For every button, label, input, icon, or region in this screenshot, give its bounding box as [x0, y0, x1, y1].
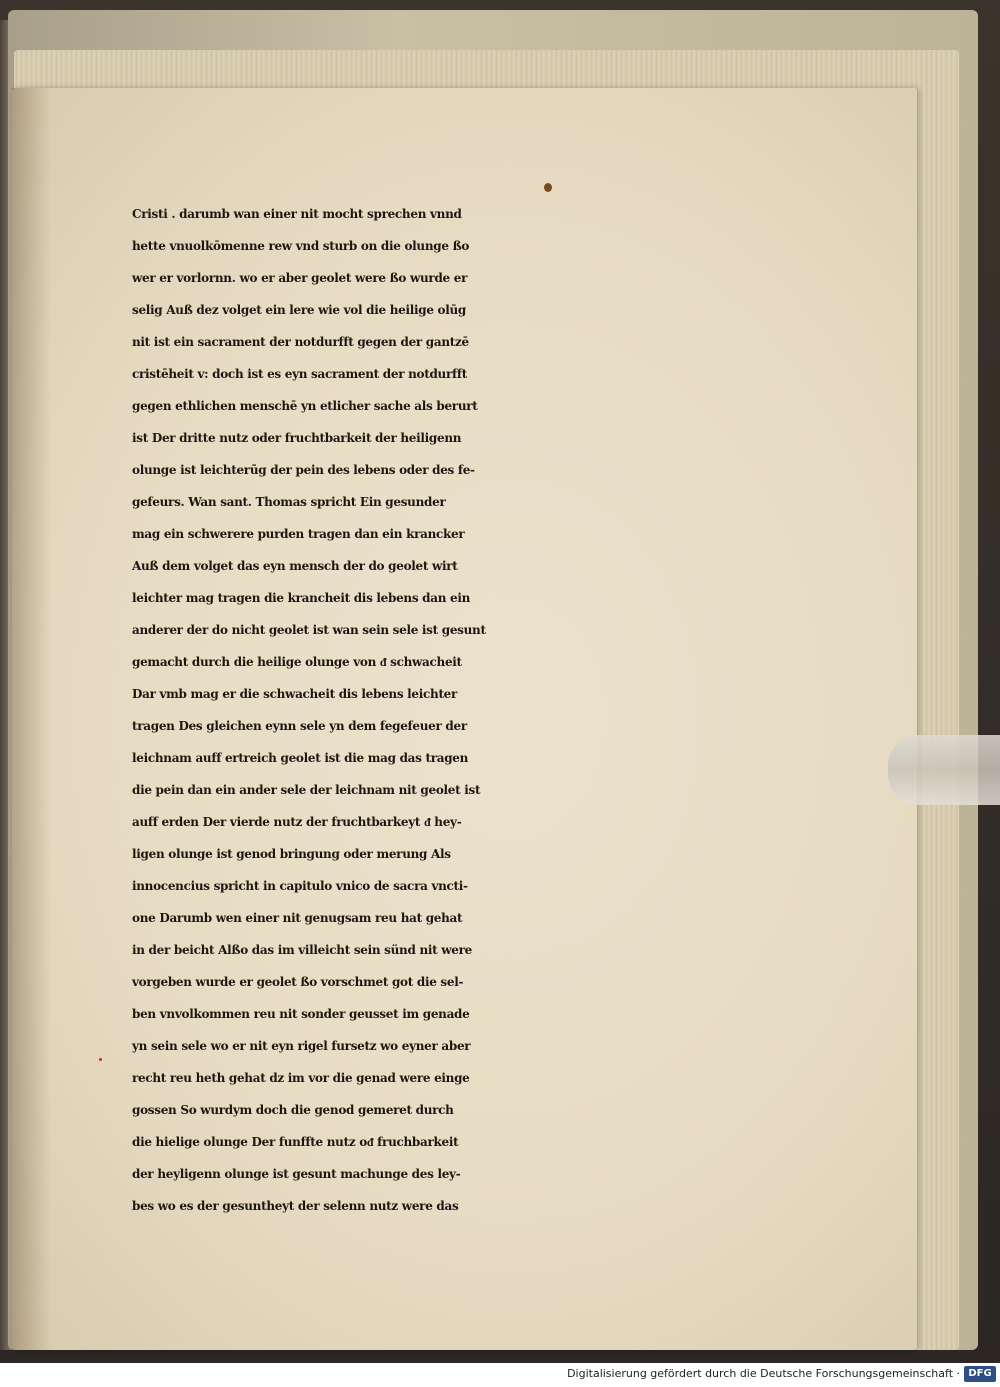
text-line: die pein dan ein ander sele der leichnam nit geolet ist — [132, 783, 481, 797]
text-line: wer er vorlornn. wo er aber geolet were ßo wurde er — [132, 271, 468, 285]
text-line: cristēheit v: doch ist es eyn sacrament der notdurfft — [132, 367, 467, 381]
text-line: in der beicht Alßo das im villeicht sein sünd nit were — [132, 943, 472, 957]
text-line: gegen ethlichen menschē yn etlicher sache als berurt — [132, 399, 478, 413]
text-line: innocencius spricht in capitulo vnico de sacra vncti- — [132, 879, 468, 893]
text-line: Auß dem volget das eyn mensch der do geolet wirt — [132, 559, 458, 573]
text-line: die hielige olunge Der funffte nutz oᵭ fruchbarkeit — [132, 1135, 459, 1149]
text-line: anderer der do nicht geolet ist wan sein sele ist gesunt — [132, 623, 486, 637]
text-line: recht reu heth gehat dz im vor die genad were einge — [132, 1071, 470, 1085]
text-line: bes wo es der gesuntheyt der selenn nutz were das — [132, 1199, 459, 1213]
text-line: mag ein schwerere purden tragen dan ein krancker — [132, 527, 465, 541]
gutter-shadow — [12, 88, 52, 1350]
text-line: selig Auß dez volget ein lere wie vol die heilige olūg — [132, 303, 467, 317]
text-line: one Darumb wen einer nit genugsam reu hat gehat — [132, 911, 463, 925]
text-line: olunge ist leichterūg der pein des lebens oder des fe- — [132, 463, 475, 477]
dfg-logo: DFG — [964, 1366, 996, 1382]
text-line: yn sein sele wo er nit eyn rigel fursetz wo eyner aber — [132, 1039, 471, 1053]
text-line: leichnam auff ertreich geolet ist die mag das tragen — [132, 751, 469, 765]
text-line: ist Der dritte nutz oder fruchtbarkeit der heiligenn — [132, 431, 462, 445]
text-line: Dar vmb mag er die schwacheit dis lebens leichter — [132, 687, 458, 701]
page-clip — [888, 735, 1000, 805]
text-line: vorgeben wurde er geolet ßo vorschmet got die sel- — [132, 975, 464, 989]
red-mark — [99, 1058, 102, 1061]
text-line: gemacht durch die heilige olunge von ᵭ schwacheit — [132, 655, 462, 669]
text-line: Cristi . darumb wan einer nit mocht sprechen vnnd — [132, 207, 462, 221]
text-line: ligen olunge ist genod bringung oder merung Als — [132, 847, 451, 861]
text-line: nit ist ein sacrament der notdurfft gegen der gantzē — [132, 335, 469, 349]
text-line: der heyligenn olunge ist gesunt machunge des ley- — [132, 1167, 461, 1181]
footer-credit: Digitalisierung gefördert durch die Deutsche Forschungsgemeinschaft · — [567, 1367, 960, 1380]
text-line: hette vnuolkōmenne rew vnd sturb on die olunge ßo — [132, 239, 470, 253]
text-line: ben vnvolkommen reu nit sonder geusset im genade — [132, 1007, 470, 1021]
ink-mark — [544, 183, 552, 192]
text-line: tragen Des gleichen eynn sele yn dem fegefeuer der — [132, 719, 467, 733]
page-text — [132, 198, 802, 1222]
text-line: gefeurs. Wan sant. Thomas spricht Ein gesunder — [132, 495, 446, 509]
footer-bar — [0, 1363, 1000, 1387]
text-line: gossen So wurdym doch die genod gemeret durch — [132, 1103, 454, 1117]
text-line: leichter mag tragen die krancheit dis lebens dan ein — [132, 591, 471, 605]
text-line: auff erden Der vierde nutz der fruchtbarkeyt ᵭ hey- — [132, 815, 462, 829]
